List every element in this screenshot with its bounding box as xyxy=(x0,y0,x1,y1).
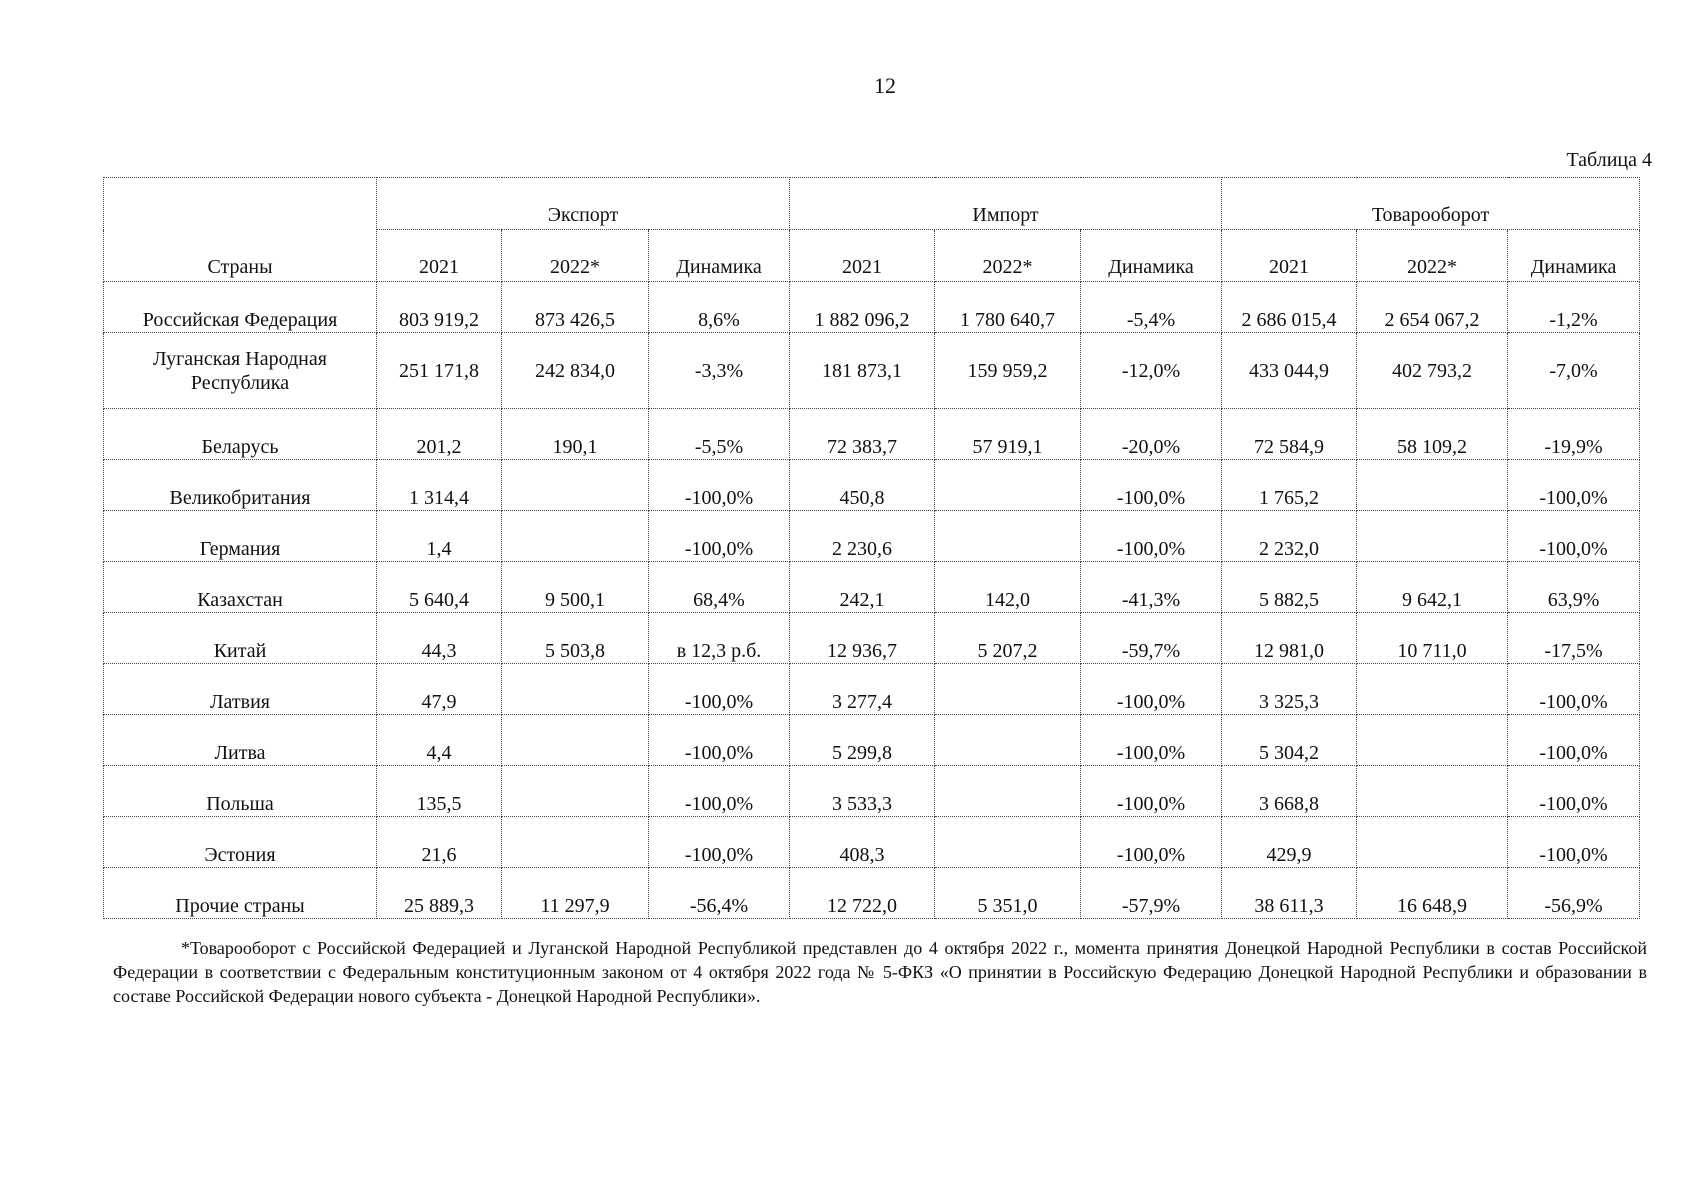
table-row xyxy=(104,664,1640,715)
table-row xyxy=(104,460,1640,511)
import-dynamics-cell: -57,9% xyxy=(1081,868,1222,919)
subheader-turnover-2021: 2021 xyxy=(1222,230,1357,282)
turnover-2022-cell: 16 648,9 xyxy=(1357,868,1508,919)
export-2022-cell: 5 503,8 xyxy=(502,613,649,664)
turnover-2022-cell xyxy=(1357,766,1508,817)
export-2021-cell: 47,9 xyxy=(377,664,502,715)
group-header-export: Экспорт xyxy=(377,178,790,230)
turnover-2021-cell: 5 304,2 xyxy=(1222,715,1357,766)
export-2021-cell: 251 171,8 xyxy=(377,333,502,409)
turnover-2022-cell xyxy=(1357,715,1508,766)
turnover-2022-cell: 402 793,2 xyxy=(1357,333,1508,409)
import-2021-cell: 408,3 xyxy=(790,817,935,868)
import-2021-cell: 5 299,8 xyxy=(790,715,935,766)
turnover-dynamics-cell: -100,0% xyxy=(1508,817,1640,868)
country-cell: Латвия xyxy=(104,664,377,715)
turnover-2022-cell: 2 654 067,2 xyxy=(1357,282,1508,333)
table-row xyxy=(104,409,1640,460)
turnover-2022-cell xyxy=(1357,664,1508,715)
table-row xyxy=(104,613,1640,664)
export-dynamics-cell: -56,4% xyxy=(649,868,790,919)
table-row xyxy=(104,282,1640,333)
export-dynamics-cell: -5,5% xyxy=(649,409,790,460)
import-2022-cell: 159 959,2 xyxy=(935,333,1081,409)
turnover-2021-cell: 2 686 015,4 xyxy=(1222,282,1357,333)
import-2022-cell xyxy=(935,817,1081,868)
export-2021-cell: 803 919,2 xyxy=(377,282,502,333)
export-2021-cell: 201,2 xyxy=(377,409,502,460)
export-2021-cell: 135,5 xyxy=(377,766,502,817)
subheader-import-2021: 2021 xyxy=(790,230,935,282)
turnover-2022-cell xyxy=(1357,460,1508,511)
export-2022-cell xyxy=(502,715,649,766)
import-2022-cell xyxy=(935,511,1081,562)
import-2021-cell: 3 533,3 xyxy=(790,766,935,817)
group-header-turnover: Товарооборот xyxy=(1222,178,1640,230)
import-dynamics-cell: -100,0% xyxy=(1081,766,1222,817)
subheader-export-2021: 2021 xyxy=(377,230,502,282)
turnover-dynamics-cell: -100,0% xyxy=(1508,460,1640,511)
export-dynamics-cell: -100,0% xyxy=(649,511,790,562)
subheader-turnover-2022: 2022* xyxy=(1357,230,1508,282)
turnover-dynamics-cell: 63,9% xyxy=(1508,562,1640,613)
table-row xyxy=(104,333,1640,409)
turnover-2021-cell: 433 044,9 xyxy=(1222,333,1357,409)
table-header xyxy=(104,178,1640,282)
header-group-row xyxy=(104,178,1640,230)
export-dynamics-cell: -100,0% xyxy=(649,664,790,715)
export-dynamics-cell: 68,4% xyxy=(649,562,790,613)
import-dynamics-cell: -12,0% xyxy=(1081,333,1222,409)
turnover-2021-cell: 5 882,5 xyxy=(1222,562,1357,613)
turnover-2021-cell: 1 765,2 xyxy=(1222,460,1357,511)
import-2022-cell: 142,0 xyxy=(935,562,1081,613)
export-2022-cell: 242 834,0 xyxy=(502,333,649,409)
turnover-2021-cell: 3 325,3 xyxy=(1222,664,1357,715)
country-cell: Казахстан xyxy=(104,562,377,613)
export-dynamics-cell: -100,0% xyxy=(649,715,790,766)
import-dynamics-cell: -100,0% xyxy=(1081,817,1222,868)
turnover-2021-cell: 72 584,9 xyxy=(1222,409,1357,460)
country-cell: Луганская Народная Республика xyxy=(104,333,377,409)
turnover-2021-cell: 429,9 xyxy=(1222,817,1357,868)
export-dynamics-cell: в 12,3 р.б. xyxy=(649,613,790,664)
turnover-dynamics-cell: -100,0% xyxy=(1508,766,1640,817)
country-cell: Германия xyxy=(104,511,377,562)
table-row xyxy=(104,562,1640,613)
import-dynamics-cell: -5,4% xyxy=(1081,282,1222,333)
import-2022-cell xyxy=(935,715,1081,766)
table-row xyxy=(104,511,1640,562)
turnover-2022-cell: 58 109,2 xyxy=(1357,409,1508,460)
import-2022-cell: 1 780 640,7 xyxy=(935,282,1081,333)
import-2022-cell xyxy=(935,460,1081,511)
turnover-2022-cell: 9 642,1 xyxy=(1357,562,1508,613)
import-dynamics-cell: -59,7% xyxy=(1081,613,1222,664)
turnover-dynamics-cell: -17,5% xyxy=(1508,613,1640,664)
export-2022-cell: 9 500,1 xyxy=(502,562,649,613)
table-body xyxy=(104,282,1640,919)
export-2022-cell: 11 297,9 xyxy=(502,868,649,919)
import-dynamics-cell: -100,0% xyxy=(1081,664,1222,715)
subheader-turnover-dynamics: Динамика xyxy=(1508,230,1640,282)
export-dynamics-cell: -100,0% xyxy=(649,766,790,817)
import-2022-cell xyxy=(935,766,1081,817)
import-dynamics-cell: -100,0% xyxy=(1081,511,1222,562)
export-2021-cell: 44,3 xyxy=(377,613,502,664)
import-dynamics-cell: -100,0% xyxy=(1081,715,1222,766)
table-row xyxy=(104,715,1640,766)
import-2021-cell: 181 873,1 xyxy=(790,333,935,409)
turnover-dynamics-cell: -56,9% xyxy=(1508,868,1640,919)
import-dynamics-cell: -100,0% xyxy=(1081,460,1222,511)
subheader-export-dynamics: Динамика xyxy=(649,230,790,282)
footnote: *Товарооборот с Российской Федерацией и Луганской Народной Республикой представлен до 4 октября 2022 г., момента принятия Донецкой Народной Республики в состав Российской Федерации в соответствии с Федеральным конституционным законом от 4 октября 2022 года № 5-ФКЗ «О принятии в Российскую Федерацию Донецкой Народной Республики и образовании в составе Российской Федерации нового субъекта - Донецкой Народной Республики». xyxy=(113,938,1647,1006)
subheader-import-dynamics: Динамика xyxy=(1081,230,1222,282)
turnover-2022-cell xyxy=(1357,817,1508,868)
turnover-2021-cell: 2 232,0 xyxy=(1222,511,1357,562)
group-header-import: Импорт xyxy=(790,178,1222,230)
import-dynamics-cell: -41,3% xyxy=(1081,562,1222,613)
turnover-dynamics-cell: -100,0% xyxy=(1508,715,1640,766)
turnover-2022-cell xyxy=(1357,511,1508,562)
import-dynamics-cell: -20,0% xyxy=(1081,409,1222,460)
export-dynamics-cell: -3,3% xyxy=(649,333,790,409)
export-2021-cell: 1,4 xyxy=(377,511,502,562)
trade-table xyxy=(103,177,1640,919)
subheader-import-2022: 2022* xyxy=(935,230,1081,282)
import-2022-cell: 5 207,2 xyxy=(935,613,1081,664)
export-2022-cell: 190,1 xyxy=(502,409,649,460)
export-dynamics-cell: -100,0% xyxy=(649,817,790,868)
page-number: 12 xyxy=(874,73,896,98)
export-2022-cell xyxy=(502,664,649,715)
table-row xyxy=(104,868,1640,919)
country-cell: Великобритания xyxy=(104,460,377,511)
import-2022-cell: 57 919,1 xyxy=(935,409,1081,460)
export-2021-cell: 1 314,4 xyxy=(377,460,502,511)
country-column-header: Страны xyxy=(104,178,377,282)
country-cell: Литва xyxy=(104,715,377,766)
country-cell: Беларусь xyxy=(104,409,377,460)
export-2021-cell: 5 640,4 xyxy=(377,562,502,613)
import-2021-cell: 72 383,7 xyxy=(790,409,935,460)
country-cell: Польша xyxy=(104,766,377,817)
turnover-2021-cell: 38 611,3 xyxy=(1222,868,1357,919)
export-2022-cell: 873 426,5 xyxy=(502,282,649,333)
turnover-dynamics-cell: -19,9% xyxy=(1508,409,1640,460)
export-2022-cell xyxy=(502,817,649,868)
export-2022-cell xyxy=(502,511,649,562)
export-2022-cell xyxy=(502,460,649,511)
turnover-2021-cell: 12 981,0 xyxy=(1222,613,1357,664)
turnover-2022-cell: 10 711,0 xyxy=(1357,613,1508,664)
country-cell: Китай xyxy=(104,613,377,664)
import-2021-cell: 12 722,0 xyxy=(790,868,935,919)
export-dynamics-cell: 8,6% xyxy=(649,282,790,333)
import-2021-cell: 2 230,6 xyxy=(790,511,935,562)
export-2021-cell: 25 889,3 xyxy=(377,868,502,919)
export-2021-cell: 4,4 xyxy=(377,715,502,766)
import-2021-cell: 242,1 xyxy=(790,562,935,613)
turnover-dynamics-cell: -7,0% xyxy=(1508,333,1640,409)
table-row xyxy=(104,766,1640,817)
export-dynamics-cell: -100,0% xyxy=(649,460,790,511)
turnover-dynamics-cell: -100,0% xyxy=(1508,511,1640,562)
export-2021-cell: 21,6 xyxy=(377,817,502,868)
table-caption: Таблица 4 xyxy=(1566,149,1652,171)
export-2022-cell xyxy=(502,766,649,817)
turnover-dynamics-cell: -1,2% xyxy=(1508,282,1640,333)
import-2021-cell: 12 936,7 xyxy=(790,613,935,664)
import-2021-cell: 3 277,4 xyxy=(790,664,935,715)
country-cell: Эстония xyxy=(104,817,377,868)
country-cell: Прочие страны xyxy=(104,868,377,919)
turnover-2021-cell: 3 668,8 xyxy=(1222,766,1357,817)
import-2021-cell: 1 882 096,2 xyxy=(790,282,935,333)
country-cell: Российская Федерация xyxy=(104,282,377,333)
table-row xyxy=(104,817,1640,868)
import-2021-cell: 450,8 xyxy=(790,460,935,511)
import-2022-cell: 5 351,0 xyxy=(935,868,1081,919)
import-2022-cell xyxy=(935,664,1081,715)
subheader-export-2022: 2022* xyxy=(502,230,649,282)
turnover-dynamics-cell: -100,0% xyxy=(1508,664,1640,715)
